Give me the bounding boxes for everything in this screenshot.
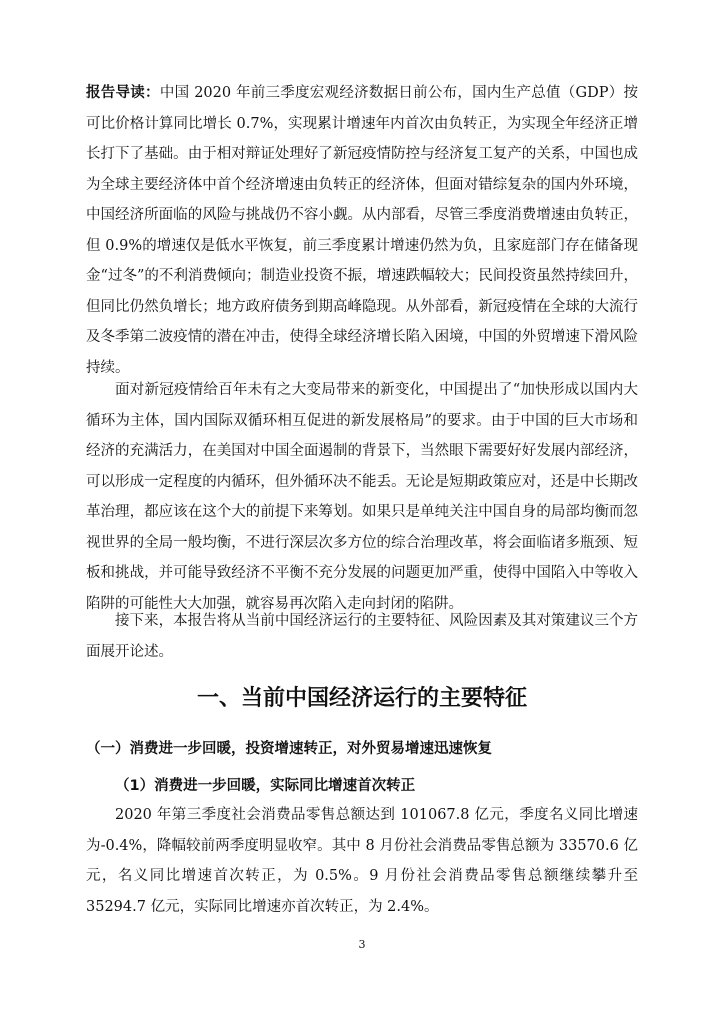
- page-number: 3: [358, 938, 366, 951]
- body-paragraph-retail-sales: 2020 年第三季度社会消费品零售总额达到 101067.8 亿元，季度名义同比增速为-0.4%，降幅较前两季度明显收窄。其中 8 月份社会消费品零售总额为 33570.6 亿元，名义同比增速首次转正，为 0.5%。9 月份社会消费品零售总额继续攀升至 35294.7 亿元，实际同比增速亦首次转正，为 2.4%。: [86, 807, 638, 915]
- paragraph-dual-circulation: 面对新冠疫情给百年未有之大变局带来的新变化，中国提出了“加快形成以国内大循环为主体，国内国际双循环相互促进的新发展格局”的要求。由于中国的巨大市场和经济的充满活力，在美国对中国全面遏制的背景下，当然眼下需要好好发展内部经济，可以形成一定程度的内循环，但外循环决不能丢。无论是短期政策应对，还是中长期改革治理，都应该在这个大的前提下来筹划。如果只是单纯关注中国自身的局部均衡而忽视世界的全局一般均衡，不进行深层次多方位的综合治理改革，将会面临诸多瓶颈、短板和挑战，并可能导致经济不平衡不充分发展的问题更加严重，使得中国陷入中等收入陷阱的可能性大大加强，就容易再次陷入走向封闭的陷阱。: [86, 382, 638, 612]
- paragraph-report-outline: 接下来，本报告将从当前中国经济运行的主要特征、风险因素及其对策建议三个方面展开论述。: [86, 613, 638, 660]
- intro-text: 中国 2020 年前三季度宏观经济数据日前公布，国内生产总值（GDP）按可比价格计算同比增长 0.7%，实现累计增速年内首次由负转正，为实现全年经济正增长打下了基础。由于相对辩证处理好了新冠疫情防控与经济复工复产的关系，中国也成为全球主要经济体中首个经济增速由负转正的经济体，但面对错综复杂的国内外环境，中国经济所面临的风险与挑战仍不容小觑。从内部看，尽管三季度消费增速由负转正，但 0.9%的增速仅是低水平恢复，前三季度累计增速仍然为负，且家庭部门存在储备现金“过冬”的不利消费倾向；制造业投资不振，增速跌幅较大；民间投资虽然持续回升，但同比仍然负增长；地方政府债务到期高峰隐现。从外部看，新冠疫情在全球的大流行及冬季第二波疫情的潜在冲击，使得全球经济增长陷入困境，中国的外贸增速下滑风险持续。: [86, 85, 638, 376]
- subsubsection-heading: （1）消费进一步回暖，实际同比增速首次转正: [115, 778, 416, 794]
- subsection-heading: （一）消费进一步回暖，投资增速转正，对外贸易增速迅速恢复: [86, 741, 492, 757]
- section-heading: 一、当前中国经济运行的主要特征: [196, 686, 527, 711]
- intro-lead-label: 报告导读：: [86, 85, 160, 101]
- intro-paragraph: [86, 78, 638, 383]
